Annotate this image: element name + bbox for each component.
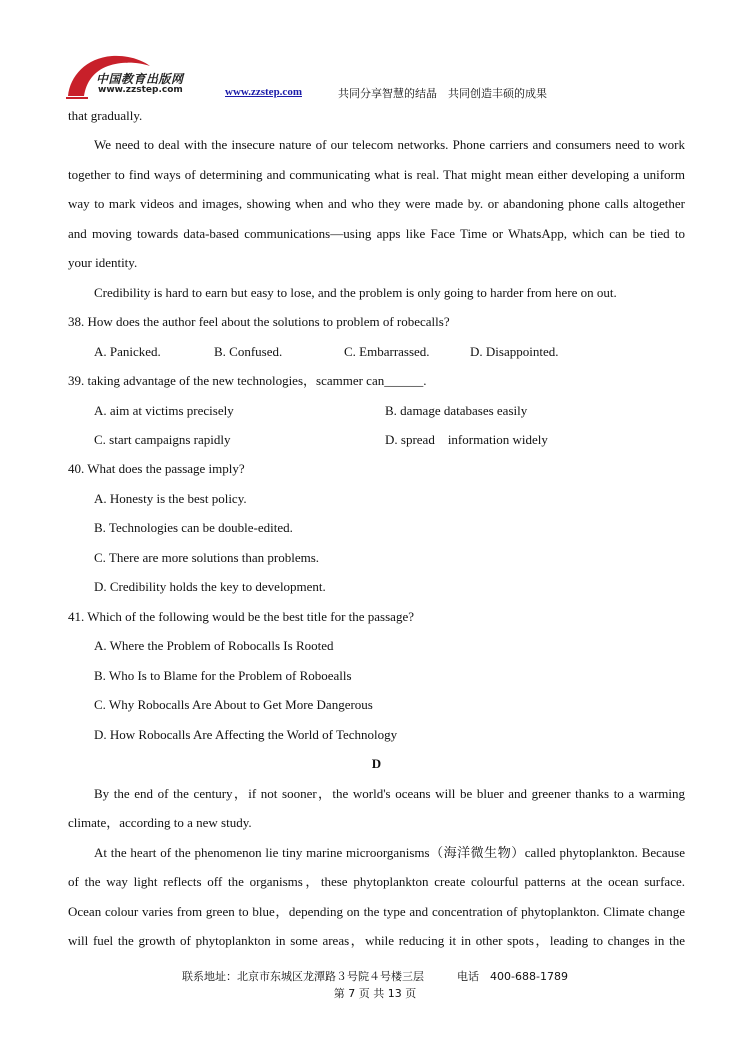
q40-option-b[interactable]: B. Technologies can be double-edited. [94, 520, 293, 535]
footer-address: 联系地址：北京市东城区龙潭路３号院４号楼三层 电话 400-688-1789 [182, 970, 568, 983]
logo-chinese-text: 中国教育出版网 [96, 72, 184, 86]
q39-option-b[interactable]: B. damage databases easily [385, 403, 528, 418]
passage-line: We need to deal with the insecure nature of our telecom networks. Phone carriers and consumers need to work [94, 137, 685, 152]
passage-line: Credibility is hard to earn but easy to lose, and the problem is only going to harder from here on out. [94, 285, 617, 300]
passage-line: of the way light reflects off the organisms，these phytoplankton create colourful patterns at the ocean surface. [68, 874, 685, 889]
passage-line: By the end of the century，if not sooner，the world's oceans will be bluer and greener thanks to a warming [94, 786, 685, 801]
question-41-stem: 41. Which of the following would be the best title for the passage? [68, 609, 414, 624]
q40-option-c[interactable]: C. There are more solutions than problems. [94, 550, 320, 565]
section-heading-d: D [371, 756, 382, 771]
passage-line: Ocean colour varies from green to blue，depending on the type and concentration of phytoplankton. Climate change [68, 904, 685, 919]
q41-option-b[interactable]: B. Who Is to Blame for the Problem of Roboealls [94, 668, 352, 683]
q41-option-c[interactable]: C. Why Robocalls Are About to Get More Dangerous [94, 697, 373, 712]
q38-option-b[interactable]: B. Confused. [214, 344, 283, 359]
q39-option-c[interactable]: C. start campaigns rapidly [94, 432, 231, 447]
header-slogan: 共同分享智慧的结晶 共同创造丰硕的成果 [338, 87, 547, 100]
passage-line: that gradually. [68, 108, 143, 123]
passage-line: At the heart of the phenomenon lie tiny marine microorganisms（海洋微生物）called phytoplankton. Because [94, 845, 685, 860]
passage-line: together to find ways of determining and communicating what is real. That might mean either developing a uniform [68, 167, 685, 182]
passage-line: will fuel the growth of phytoplankton in some areas，while reducing it in other spots，leading to changes in the [68, 933, 685, 948]
publisher-logo [64, 52, 194, 102]
q39-option-a[interactable]: A. aim at victims precisely [94, 403, 234, 418]
question-40-stem: 40. What does the passage imply? [68, 461, 245, 476]
footer-page-number: 第 7 页 共 13 页 [333, 987, 417, 1000]
page-header [0, 0, 750, 108]
question-39-stem: 39. taking advantage of the new technologies，scammer can______. [68, 373, 427, 388]
q38-option-d[interactable]: D. Disappointed. [470, 344, 559, 359]
q38-option-a[interactable]: A. Panicked. [94, 344, 161, 359]
q41-option-d[interactable]: D. How Robocalls Are Affecting the World of Technology [94, 727, 398, 742]
passage-line: your identity. [68, 255, 138, 270]
site-url-link[interactable]: www.zzstep.com [225, 86, 302, 98]
logo-english-text: www.zzstep.com [98, 85, 183, 95]
q41-option-a[interactable]: A. Where the Problem of Robocalls Is Rooted [94, 638, 334, 653]
passage-line: way to mark videos and images, showing when and who they were made by. or abandoning phone calls altogether [68, 196, 685, 211]
passage-line: and moving towards data-based communications—using apps like Face Time or WhatsApp, which can be tied to [68, 226, 685, 241]
q39-option-d[interactable]: D. spread information widely [385, 432, 548, 447]
q38-option-c[interactable]: C. Embarrassed. [344, 344, 430, 359]
passage-line: climate，according to a new study. [68, 815, 252, 830]
q40-option-d[interactable]: D. Credibility holds the key to development. [94, 579, 326, 594]
question-38-stem: 38. How does the author feel about the solutions to problem of robecalls? [68, 314, 450, 329]
q40-option-a[interactable]: A. Honesty is the best policy. [94, 491, 247, 506]
